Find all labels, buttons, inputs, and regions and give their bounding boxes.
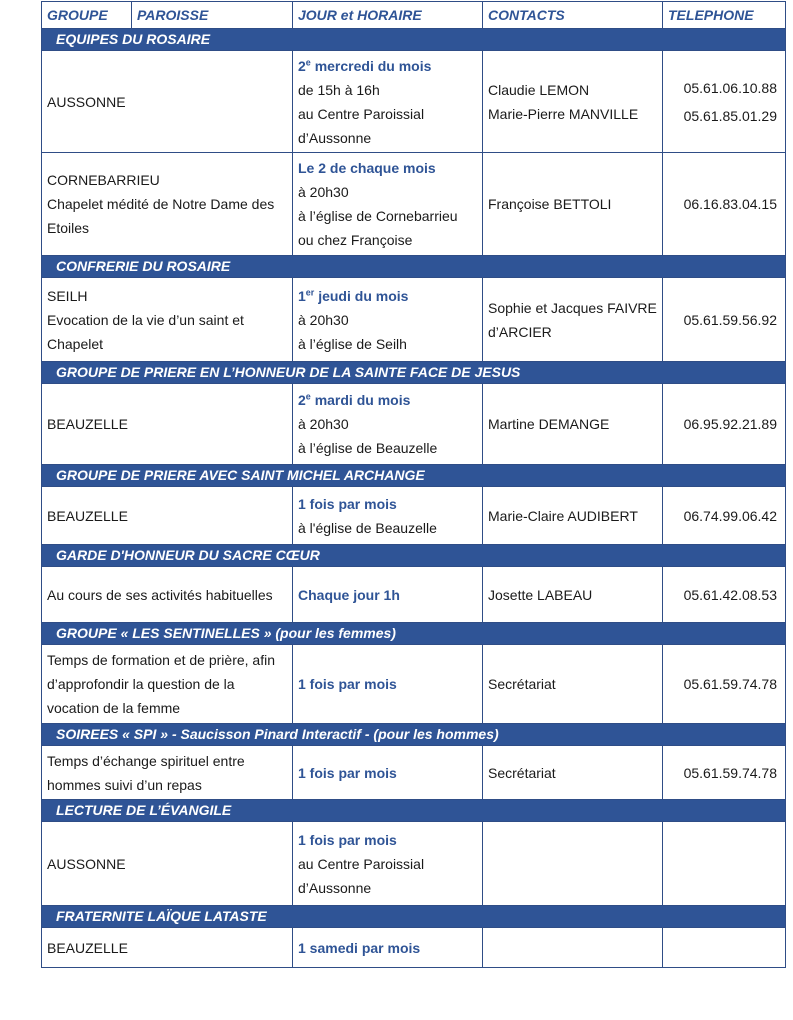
schedule-line: d’Aussonne <box>298 879 372 896</box>
contacts-cell <box>483 384 663 465</box>
section-header-row <box>42 906 786 928</box>
phone-number: 05.61.85.01.29 <box>683 107 777 124</box>
section-header-row <box>42 256 786 278</box>
place-cell <box>42 487 293 545</box>
header-paroisse: PAROISSE <box>132 2 293 29</box>
schedule-line: ou chez Françoise <box>298 232 413 248</box>
contacts-cell <box>483 746 663 800</box>
phone-number: 05.61.59.56.92 <box>683 311 777 328</box>
header-telephone: TELEPHONE <box>663 2 786 29</box>
schedule-line: de 15h à 16h <box>298 81 380 98</box>
section-title: LECTURE DE L’ÉVANGILE <box>42 800 786 822</box>
phone-number: 06.74.99.06.42 <box>683 507 777 524</box>
place-text: BEAUZELLE <box>47 939 128 956</box>
section-header-row <box>42 362 786 384</box>
place-cell <box>42 384 293 465</box>
phone-cell <box>663 153 786 256</box>
phone-number: 05.61.59.74.78 <box>683 676 777 692</box>
schedule-title <box>298 54 477 78</box>
schedule-title <box>298 583 477 607</box>
contact-name: Martine DEMANGE <box>488 416 610 432</box>
phone-cell <box>663 384 786 465</box>
contact-name: Josette LABEAU <box>488 586 593 603</box>
phone-number: 05.61.59.74.78 <box>683 764 777 781</box>
table-row <box>42 567 786 623</box>
section-header-row <box>42 545 786 567</box>
section-header-row <box>42 724 786 746</box>
table-row <box>42 928 786 968</box>
schedule-frequency: 1 fois par mois <box>298 764 397 781</box>
contacts-cell <box>483 51 663 153</box>
place-cell <box>42 822 293 906</box>
schedule-cell <box>293 384 483 465</box>
section-title: GROUPE « LES SENTINELLES » (pour les femmes) <box>42 623 786 645</box>
schedule-frequency: 1 fois par mois <box>298 495 397 512</box>
table-row <box>42 384 786 465</box>
place-cell <box>42 153 293 256</box>
contacts-cell <box>483 645 663 724</box>
header-jour: JOUR et HORAIRE <box>293 2 483 29</box>
table-row <box>42 51 786 153</box>
table-row <box>42 645 786 724</box>
table-row <box>42 153 786 256</box>
place-text: Temps d’échange spirituel entre hommes suivi d’un repas <box>47 752 245 793</box>
schedule-line: d’Aussonne <box>298 129 372 146</box>
phone-cell <box>663 487 786 545</box>
schedule-frequency: 1 samedi par mois <box>298 939 421 956</box>
schedule-cell <box>293 51 483 153</box>
section-header-row <box>42 800 786 822</box>
contacts-cell <box>483 928 663 968</box>
section-title: GARDE D'HONNEUR DU SACRE CŒUR <box>42 545 786 567</box>
place-text: Temps de formation et de prière, afin d’approfondir la question de la vocation de la femme <box>47 652 276 716</box>
phone-cell <box>663 567 786 623</box>
section-title: GROUPE DE PRIERE AVEC SAINT MICHEL ARCHANGE <box>42 465 786 487</box>
contacts-cell <box>483 822 663 906</box>
place-text: BEAUZELLE <box>47 416 128 432</box>
place-cell <box>42 746 293 800</box>
contacts-cell <box>483 153 663 256</box>
phone-cell <box>663 278 786 362</box>
groups-table <box>41 1 786 968</box>
schedule-frequency: Le 2 de chaque mois <box>298 160 436 176</box>
schedule-line: à 20h30 <box>298 184 349 200</box>
schedule-cell <box>293 567 483 623</box>
phone-cell <box>663 822 786 906</box>
schedule-number: 1 <box>298 287 306 304</box>
phone-number: 05.61.42.08.53 <box>683 586 777 603</box>
schedule-title <box>298 156 477 180</box>
schedule-title <box>298 672 477 696</box>
schedule-title <box>298 388 477 412</box>
schedule-line: à l’église de Seilh <box>298 335 407 352</box>
schedule-line: à 20h30 <box>298 416 349 432</box>
section-title: SOIREES « SPI » - Saucisson Pinard Interactif - (pour les hommes) <box>42 724 786 746</box>
schedule-title <box>298 492 477 516</box>
phone-cell <box>663 746 786 800</box>
phone-number: 06.95.92.21.89 <box>683 416 777 432</box>
header-groupe: GROUPE <box>42 2 132 29</box>
place-text: AUSSONNE <box>47 93 126 110</box>
schedule-number: 2 <box>298 57 306 74</box>
schedule-cell <box>293 153 483 256</box>
section-title: EQUIPES DU ROSAIRE <box>42 29 786 51</box>
section-header-row <box>42 623 786 645</box>
schedule-ordinal: e <box>305 391 311 402</box>
contact-name: Secrétariat <box>488 676 556 692</box>
place-cell <box>42 278 293 362</box>
section-title: GROUPE DE PRIERE EN L’HONNEUR DE LA SAINTE FACE DE JESUS <box>42 362 786 384</box>
table-row <box>42 822 786 906</box>
place-text: Chapelet médité de Notre Dame des Etoiles <box>47 196 275 236</box>
table-body <box>42 29 786 968</box>
contacts-cell <box>483 487 663 545</box>
contact-name: Secrétariat <box>488 764 556 781</box>
place-cell <box>42 645 293 724</box>
place-cell <box>42 928 293 968</box>
phone-number: 06.16.83.04.15 <box>683 196 777 212</box>
place-cell <box>42 567 293 623</box>
schedule-frequency: mercredi du mois <box>310 57 432 74</box>
contact-name: Marie-Claire AUDIBERT <box>488 507 638 524</box>
section-header-row <box>42 29 786 51</box>
phone-cell <box>663 51 786 153</box>
phone-number: 05.61.06.10.88 <box>683 79 777 96</box>
schedule-line: au Centre Paroissial <box>298 855 425 872</box>
place-text: Au cours de ses activités habituelles <box>47 586 273 603</box>
phone-cell <box>663 928 786 968</box>
schedule-cell <box>293 487 483 545</box>
schedule-frequency: 1 fois par mois <box>298 831 397 848</box>
schedule-cell <box>293 746 483 800</box>
schedule-ordinal: er <box>305 286 315 297</box>
place-text: BEAUZELLE <box>47 507 128 524</box>
table-row <box>42 487 786 545</box>
place-text: Evocation de la vie d’un saint et Chapelet <box>47 311 244 352</box>
schedule-frequency: jeudi du mois <box>314 287 409 304</box>
contact-name: Claudie LEMON <box>488 81 590 98</box>
place-text: AUSSONNE <box>47 855 126 872</box>
schedule-frequency: 1 fois par mois <box>298 676 397 692</box>
section-title: CONFRERIE DU ROSAIRE <box>42 256 786 278</box>
schedule-cell <box>293 928 483 968</box>
schedule-line: à 20h30 <box>298 311 349 328</box>
table-row <box>42 746 786 800</box>
place-cell <box>42 51 293 153</box>
contacts-cell <box>483 278 663 362</box>
schedule-title <box>298 936 477 960</box>
place-text: SEILH <box>47 287 88 304</box>
schedule-line: au Centre Paroissial <box>298 105 425 122</box>
schedule-title <box>298 284 477 308</box>
schedule-cell <box>293 278 483 362</box>
table-row <box>42 278 786 362</box>
contacts-cell <box>483 567 663 623</box>
schedule-title <box>298 828 477 852</box>
schedule-title <box>298 761 477 785</box>
contact-name: Marie-Pierre MANVILLE <box>488 105 639 122</box>
schedule-number: 2 <box>298 392 306 408</box>
schedule-cell <box>293 822 483 906</box>
contact-name: Françoise BETTOLI <box>488 196 612 212</box>
section-header-row <box>42 465 786 487</box>
schedule-line: à l’église de Beauzelle <box>298 440 438 456</box>
section-title: FRATERNITE LAÏQUE LATASTE <box>42 906 786 928</box>
schedule-frequency: Chaque jour 1h <box>298 586 400 603</box>
schedule-line: à l'église de Beauzelle <box>298 519 437 536</box>
header-contacts: CONTACTS <box>483 2 663 29</box>
phone-cell <box>663 645 786 724</box>
schedule-frequency: mardi du mois <box>310 392 411 408</box>
contact-name: Sophie et Jacques FAIVRE d’ARCIER <box>488 299 657 340</box>
schedule-cell <box>293 645 483 724</box>
header-row <box>42 2 786 29</box>
schedule-line: à l’église de Cornebarrieu <box>298 208 458 224</box>
place-text: CORNEBARRIEU <box>47 172 160 188</box>
schedule-ordinal: e <box>305 56 311 67</box>
